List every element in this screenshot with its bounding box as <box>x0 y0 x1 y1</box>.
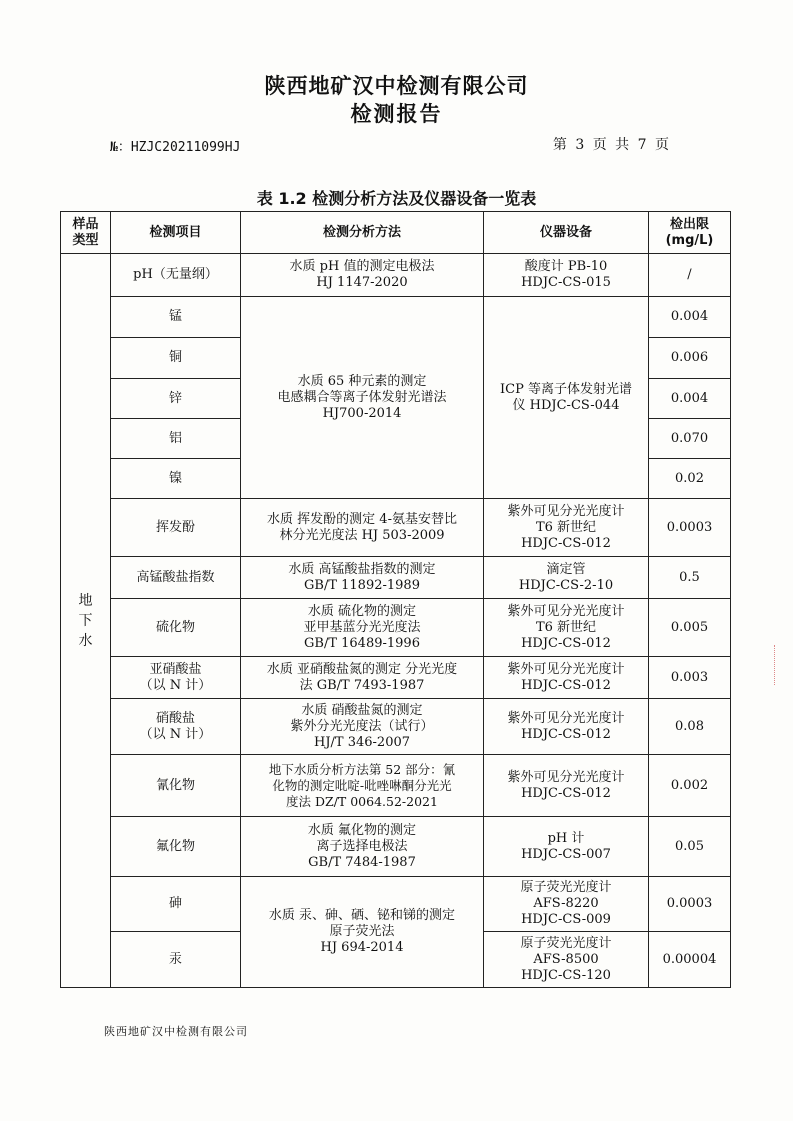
table-row <box>61 877 731 932</box>
instrument-cell: 紫外可见分光光度计 HDJC-CS-012 <box>484 755 649 817</box>
instrument-cell: 紫外可见分光光度计 T6 新世纪 HDJC-CS-012 <box>484 499 649 557</box>
method-cell: 水质 硝酸盐氮的测定 紫外分光光度法（试行） HJ/T 346-2007 <box>241 699 484 755</box>
table-header-row <box>61 212 731 254</box>
method-cell: 水质 65 种元素的测定 电感耦合等离子体发射光谱法 HJ700-2014 <box>241 297 484 499</box>
limit-cell: 0.006 <box>649 338 731 379</box>
item-cell: 氰化物 <box>111 755 241 817</box>
method-cell: 水质 汞、砷、硒、铋和锑的测定 原子荧光法 HJ 694-2014 <box>241 877 484 988</box>
item-cell: 铝 <box>111 419 241 459</box>
table-row <box>61 557 731 599</box>
table-row <box>61 699 731 755</box>
instrument-cell: 紫外可见分光光度计 HDJC-CS-012 <box>484 657 649 699</box>
limit-cell: 0.0003 <box>649 877 731 932</box>
table-row <box>61 755 731 817</box>
item-cell: 硫化物 <box>111 599 241 657</box>
limit-cell: 0.00004 <box>649 932 731 988</box>
table-row <box>61 599 731 657</box>
instrument-cell: 原子荧光光度计 AFS-8500 HDJC-CS-120 <box>484 932 649 988</box>
header-item: 检测项目 <box>111 212 241 254</box>
limit-cell: 0.004 <box>649 379 731 419</box>
instrument-cell: 原子荧光光度计 AFS-8220 HDJC-CS-009 <box>484 877 649 932</box>
sample-type-cell <box>61 254 111 988</box>
table-row <box>61 499 731 557</box>
item-cell: 高锰酸盐指数 <box>111 557 241 599</box>
limit-cell: 0.0003 <box>649 499 731 557</box>
limit-cell: 0.08 <box>649 699 731 755</box>
limit-cell: 0.005 <box>649 599 731 657</box>
limit-cell: 0.004 <box>649 297 731 338</box>
table-row <box>61 297 731 338</box>
page-number: 第 3 页 共 7 页 <box>552 137 671 153</box>
sample-type: 地 下 水 <box>78 592 93 649</box>
limit-cell: 0.05 <box>649 817 731 877</box>
limit-cell: 0.070 <box>649 419 731 459</box>
method-cell: 水质 高锰酸盐指数的测定 GB/T 11892-1989 <box>241 557 484 599</box>
table-title: 表 1.2 检测分析方法及仪器设备一览表 <box>256 189 537 208</box>
method-cell: 水质 挥发酚的测定 4-氨基安替比 林分光光度法 HJ 503-2009 <box>241 499 484 557</box>
item-cell: 砷 <box>111 877 241 932</box>
limit-cell: 0.002 <box>649 755 731 817</box>
instrument-cell: 滴定管 HDJC-CS-2-10 <box>484 557 649 599</box>
method-cell: 水质 亚硝酸盐氮的测定 分光光度 法 GB/T 7493-1987 <box>241 657 484 699</box>
item-cell: 铜 <box>111 338 241 379</box>
table-row <box>61 657 731 699</box>
margin-mark <box>774 645 778 685</box>
document-number: №：HZJC20211099HJ <box>110 140 241 155</box>
table-row <box>61 817 731 877</box>
instrument-cell: pH 计 HDJC-CS-007 <box>484 817 649 877</box>
limit-cell: 0.02 <box>649 459 731 499</box>
instrument-cell: 酸度计 PB-10 HDJC-CS-015 <box>484 254 649 297</box>
header-instrument: 仪器设备 <box>484 212 649 254</box>
footer-company: 陕西地矿汉中检测有限公司 <box>104 1025 248 1038</box>
header-limit: 检出限 (mg/L) <box>649 212 731 254</box>
item-cell: 镍 <box>111 459 241 499</box>
instrument-cell: ICP 等离子体发射光谱 仪 HDJC-CS-044 <box>484 297 649 499</box>
instrument-cell: 紫外可见分光光度计 HDJC-CS-012 <box>484 699 649 755</box>
instrument-cell: 紫外可见分光光度计 T6 新世纪 HDJC-CS-012 <box>484 599 649 657</box>
table-row <box>61 254 731 297</box>
item-cell: 锰 <box>111 297 241 338</box>
item-cell: 锌 <box>111 379 241 419</box>
item-cell: 亚硝酸盐 （以 N 计） <box>111 657 241 699</box>
item-cell: pH（无量纲） <box>111 254 241 297</box>
limit-cell: / <box>649 254 731 297</box>
method-cell: 水质 氟化物的测定 离子选择电极法 GB/T 7484-1987 <box>241 817 484 877</box>
limit-cell: 0.003 <box>649 657 731 699</box>
limit-cell: 0.5 <box>649 557 731 599</box>
method-cell: 水质 硫化物的测定 亚甲基蓝分光光度法 GB/T 16489-1996 <box>241 599 484 657</box>
header-method: 检测分析方法 <box>241 212 484 254</box>
item-cell: 汞 <box>111 932 241 988</box>
item-cell: 挥发酚 <box>111 499 241 557</box>
header-sample-type: 样品类型 <box>61 212 111 254</box>
item-cell: 氟化物 <box>111 817 241 877</box>
methods-table <box>60 211 731 988</box>
method-cell: 地下水质分析方法第 52 部分：氰 化物的测定吡啶-吡唑啉酮分光光 度法 DZ/T 0064.52-2021 <box>241 755 484 817</box>
item-cell: 硝酸盐 （以 N 计） <box>111 699 241 755</box>
company-name: 陕西地矿汉中检测有限公司 <box>264 74 529 98</box>
method-cell: 水质 pH 值的测定电极法 HJ 1147-2020 <box>241 254 484 297</box>
report-title: 检测报告 <box>350 102 443 126</box>
